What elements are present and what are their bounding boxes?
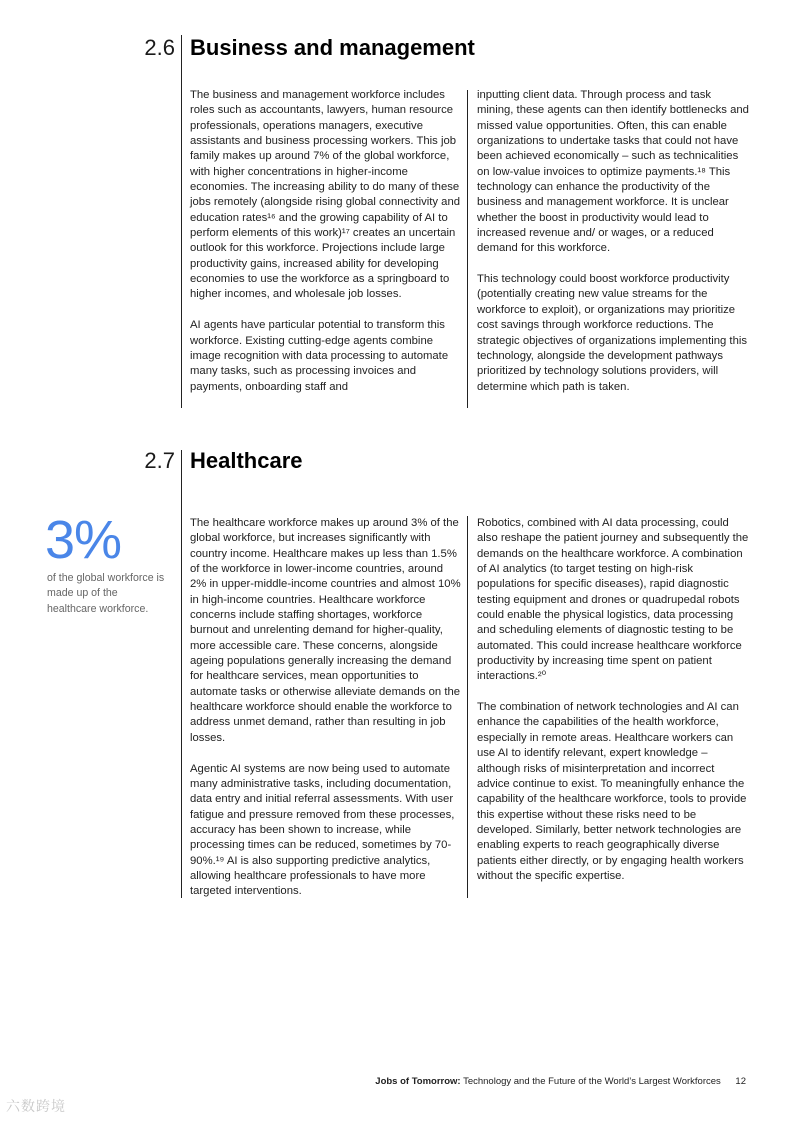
page-footer: [375, 1076, 746, 1088]
body-column-left: [190, 88, 462, 395]
section-divider-line: [181, 35, 182, 408]
footer-report-subtitle: Technology and the Future of the World’s Largest Workforces: [463, 1076, 721, 1087]
section-title: Business and management: [190, 35, 475, 60]
paragraph: AI agents have particular potential to transform this workforce. Existing cutting-edge agents combine image recognition with data processing to automate many tasks, such as processing invoices and payments, onboarding staff and: [190, 319, 449, 393]
paragraph: Agentic AI systems are now being used to automate many administrative tasks, including documentation, data entry and initial referral assessments. With user fatigue and pressure removed from these processes, accuracy has been shown to increase, while processing times can be reduced, sometimes by 70-90%.¹⁹ AI is also supporting predictive analytics, allowing healthcare professionals to have more targeted interventions.: [190, 762, 455, 898]
paragraph: The healthcare workforce makes up around 3% of the global workforce, but increases significantly with country income. Healthcare makes up less than 1.5% of the workforce in lower-income countries, around 2% in upper-middle-income countries and almost 10% in high-income countries. Healthcare workforce concerns include staffing shortages, workforce burnout and unrelenting demand for higher-quality, more accessible care. These concerns, alongside ageing populations generally increasing the demand for healthcare services, mean opportunities to automate tasks or otherwise alleviate demands on the healthcare workforce should enable the workforce to address unmet demand, rather than resulting in job losses.: [190, 517, 461, 744]
section-title: Healthcare: [190, 448, 303, 473]
section-number: 2.7: [144, 448, 175, 473]
stat-value: 3%: [45, 510, 122, 570]
footer-report-title: Jobs of Tomorrow:: [375, 1076, 461, 1087]
paragraph: inputting client data. Through process and task mining, these agents can then identify bottlenecks and missed value opportunities. Often, this can enable organizations to undertake tasks that could not have been achieved economically – such as technicalities on low-value invoices to optimize payments.¹⁸ This technology can enhance the productivity of the business and management workforce. It is unclear whether the boost in productivity would lead to increased revenue and/ or wages, or a reduced demand for this workforce.: [477, 89, 749, 255]
section-divider-line: [181, 450, 182, 898]
section-heading-2-7: [0, 446, 793, 482]
stat-caption: of the global workforce is made up of the healthcare workforce.: [47, 572, 165, 615]
watermark-logo: 六数跨境: [6, 1098, 66, 1114]
paragraph: The business and management workforce includes roles such as accountants, lawyers, human resource professionals, operations managers, executive assistants and business processing workers. This job family makes up around 7% of the global workforce, with higher concentrations in higher-income economies. The increasing ability to do many of these jobs remotely (alongside rising global connectivity and education rates¹⁶ and the growing capability of AI to perform elements of this work)¹⁷ creates an uncertain outlook for this workforce. Projections include large productivity gains, increased ability for developing economies to use the workforce as a springboard to higher incomes, and wholesale job losses.: [190, 89, 461, 301]
paragraph: The combination of network technologies and AI can enhance the capabilities of the health workforce, especially in remote areas. Healthcare workers can use AI to identify relevant, expert knowledge – although risks of misinterpretation and incorrect advice continue to exist. To meaningfully enhance the capability of the healthcare workforce, tools to provide this expertise without these risks need to be developed. Similarly, better network technologies are enabling experts to reach geographically diverse patients either directly, or by engaging health workers without the specific expertise.: [477, 701, 747, 882]
section-number: 2.6: [144, 35, 175, 60]
body-column-right: [477, 516, 749, 884]
page-number: 12: [735, 1076, 746, 1087]
paragraph: Robotics, combined with AI data processing, could also reshape the patient journey and subsequently the demands on the healthcare workforce. A combination of AI analytics (to target testing on high-risk populations for specific diseases), rapid diagnostic testing equipment and drones or quadrupedal robots could enable the physical logistics, data processing and scheduling elements of diagnostic testing to be automated. This could increase healthcare workforce productivity by increasing time spent on patient interactions.²⁰: [477, 517, 749, 683]
section-heading-2-6: [0, 33, 793, 69]
paragraph: This technology could boost workforce productivity (potentially creating new value streams for the workforce to exploit), or organizations may prioritize cost savings through workforce reductions. The strategic objectives of organizations implementing this technology, alongside the development pathways prioritized by technology solutions providers, will determine which path is taken.: [477, 273, 748, 393]
body-column-left: [190, 516, 462, 900]
body-column-right: [477, 88, 749, 395]
column-divider-line: [467, 90, 468, 408]
column-divider-line: [467, 516, 468, 898]
